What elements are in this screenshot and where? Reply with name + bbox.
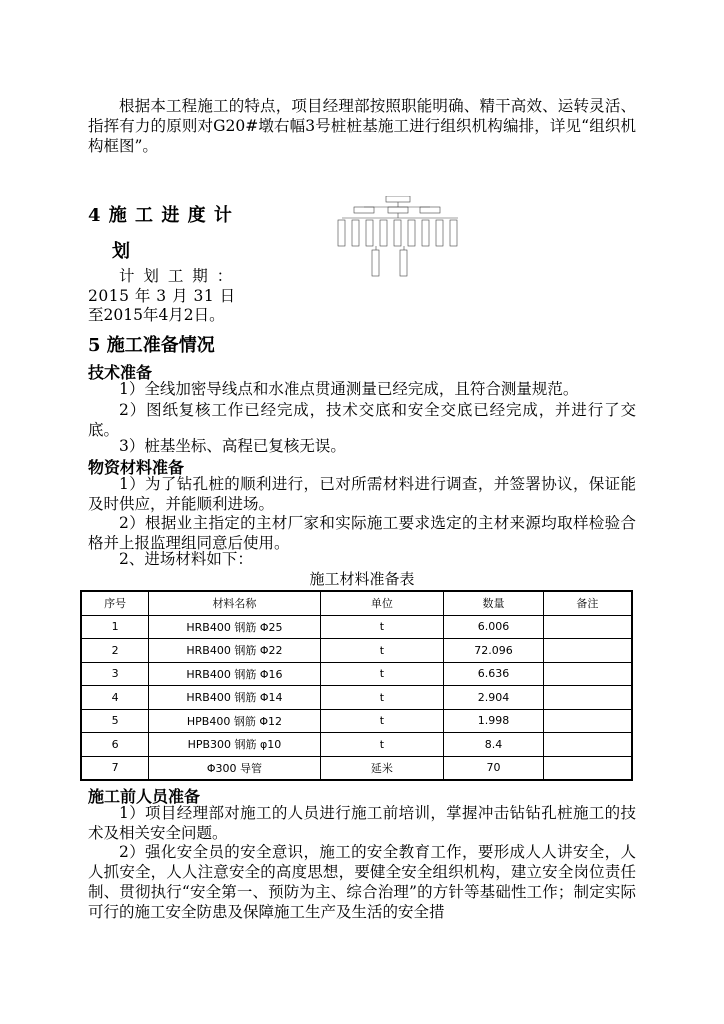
table-cell: HPB400 钢筋 Φ12 [149,709,320,733]
table-cell: 5 [81,709,149,733]
table-header-row [81,591,632,615]
table-cell: 6.636 [444,662,544,686]
material-item-3: 2、进场材料如下： [119,550,253,568]
material-item-1: 1）为了钻孔桩的顺利进行，已对所需材料进行调查，并签署协议，保证能及时供应，并能顺利进场。 [88,475,636,513]
table-cell: 7 [81,756,149,780]
table-cell: 1 [81,615,149,639]
table-row [81,639,632,663]
table-cell: t [320,686,443,710]
table-cell: t [320,615,443,639]
table-cell [543,639,632,663]
table-row [81,756,632,780]
table-cell: 2.904 [444,686,544,710]
table-cell: HRB400 钢筋 Φ22 [149,639,320,663]
tech-item-2: 2）图纸复核工作已经完成，技术交底和安全交底已经完成，并进行了交底。 [88,401,636,439]
header-cell: 备注 [543,591,632,615]
table-cell: HRB400 钢筋 Φ14 [149,686,320,710]
table-row [81,733,632,757]
tech-item-1: 1）全线加密导线点和水准点贯通测量已经完成，且符合测量规范。 [119,380,579,398]
header-cell: 数量 [444,591,544,615]
material-item-2: 2）根据业主指定的主材厂家和实际施工要求选定的主材来源均取样检验合格并上报监理组同意后使用。 [88,514,636,552]
org-chart-diagram [334,196,464,278]
table-cell [543,662,632,686]
table-row [81,662,632,686]
personnel-heading: 施工前人员准备 [88,787,201,806]
table-cell: 72.096 [444,639,544,663]
table-cell: t [320,662,443,686]
header-cell: 单位 [320,591,443,615]
table-cell: 2 [81,639,149,663]
table-cell: HRB400 钢筋 Φ25 [149,615,320,639]
table-row [81,615,632,639]
section5-title: 5 施工准备情况 [88,335,215,356]
section4-title: 4 施 工 进 度 计 [88,205,233,226]
personnel-item-1: 1）项目经理部对施工的人员进行施工前培训，掌握冲击钻钻孔桩施工的技术及相关安全问题。 [88,804,636,842]
table-cell: 3 [81,662,149,686]
table-cell: HPB300 钢筋 φ10 [149,733,320,757]
section4-title-cont: 划 [112,241,131,262]
personnel-item-2: 2）强化安全员的安全意识，施工的安全教育工作，要形成人人讲安全，人人抓安全，人人注意安全的高度思想，要健全安全组织机构，建立安全岗位责任制、贯彻执行“安全第一、预防为主、综合治理”的方针等基础性工作；制定实际可行的施工安全防患及保障施工生产及生活的安全措 [88,843,636,921]
material-heading: 物资材料准备 [88,458,185,477]
table-cell: 70 [444,756,544,780]
table-cell: t [320,733,443,757]
table-row [81,709,632,733]
materials-table [80,590,633,781]
table-cell: 8.4 [444,733,544,757]
table-cell: 4 [81,686,149,710]
table-cell [543,756,632,780]
table-cell: 延米 [320,756,443,780]
table-cell [543,686,632,710]
plan-period-start: 2015 年 3 月 31 日 [88,287,236,305]
header-cell: 材料名称 [149,591,320,615]
tech-item-3: 3）桩基坐标、高程已复核无误。 [119,437,346,455]
table-cell: 6.006 [444,615,544,639]
header-cell: 序号 [81,591,149,615]
table-cell: 6 [81,733,149,757]
table-row [81,686,632,710]
tech-heading: 技术准备 [88,363,153,382]
table-cell: HRB400 钢筋 Φ16 [149,662,320,686]
table-cell: t [320,639,443,663]
table-caption: 施工材料准备表 [309,570,415,588]
intro-paragraph: 根据本工程施工的特点，项目经理部按照职能明确、精干高效、运转灵活、指挥有力的原则对G20#墩右幅3号桩桩基施工进行组织机构编排，详见“组织机构框图”。 [88,97,636,155]
table-cell [543,709,632,733]
table-cell [543,733,632,757]
table-cell: Φ300 导管 [149,756,320,780]
table-cell [543,615,632,639]
plan-period-end: 至2015年4月2日。 [88,306,225,324]
plan-period-label: 计 划 工 期 ： [119,267,235,285]
table-cell: t [320,709,443,733]
table-cell: 1.998 [444,709,544,733]
